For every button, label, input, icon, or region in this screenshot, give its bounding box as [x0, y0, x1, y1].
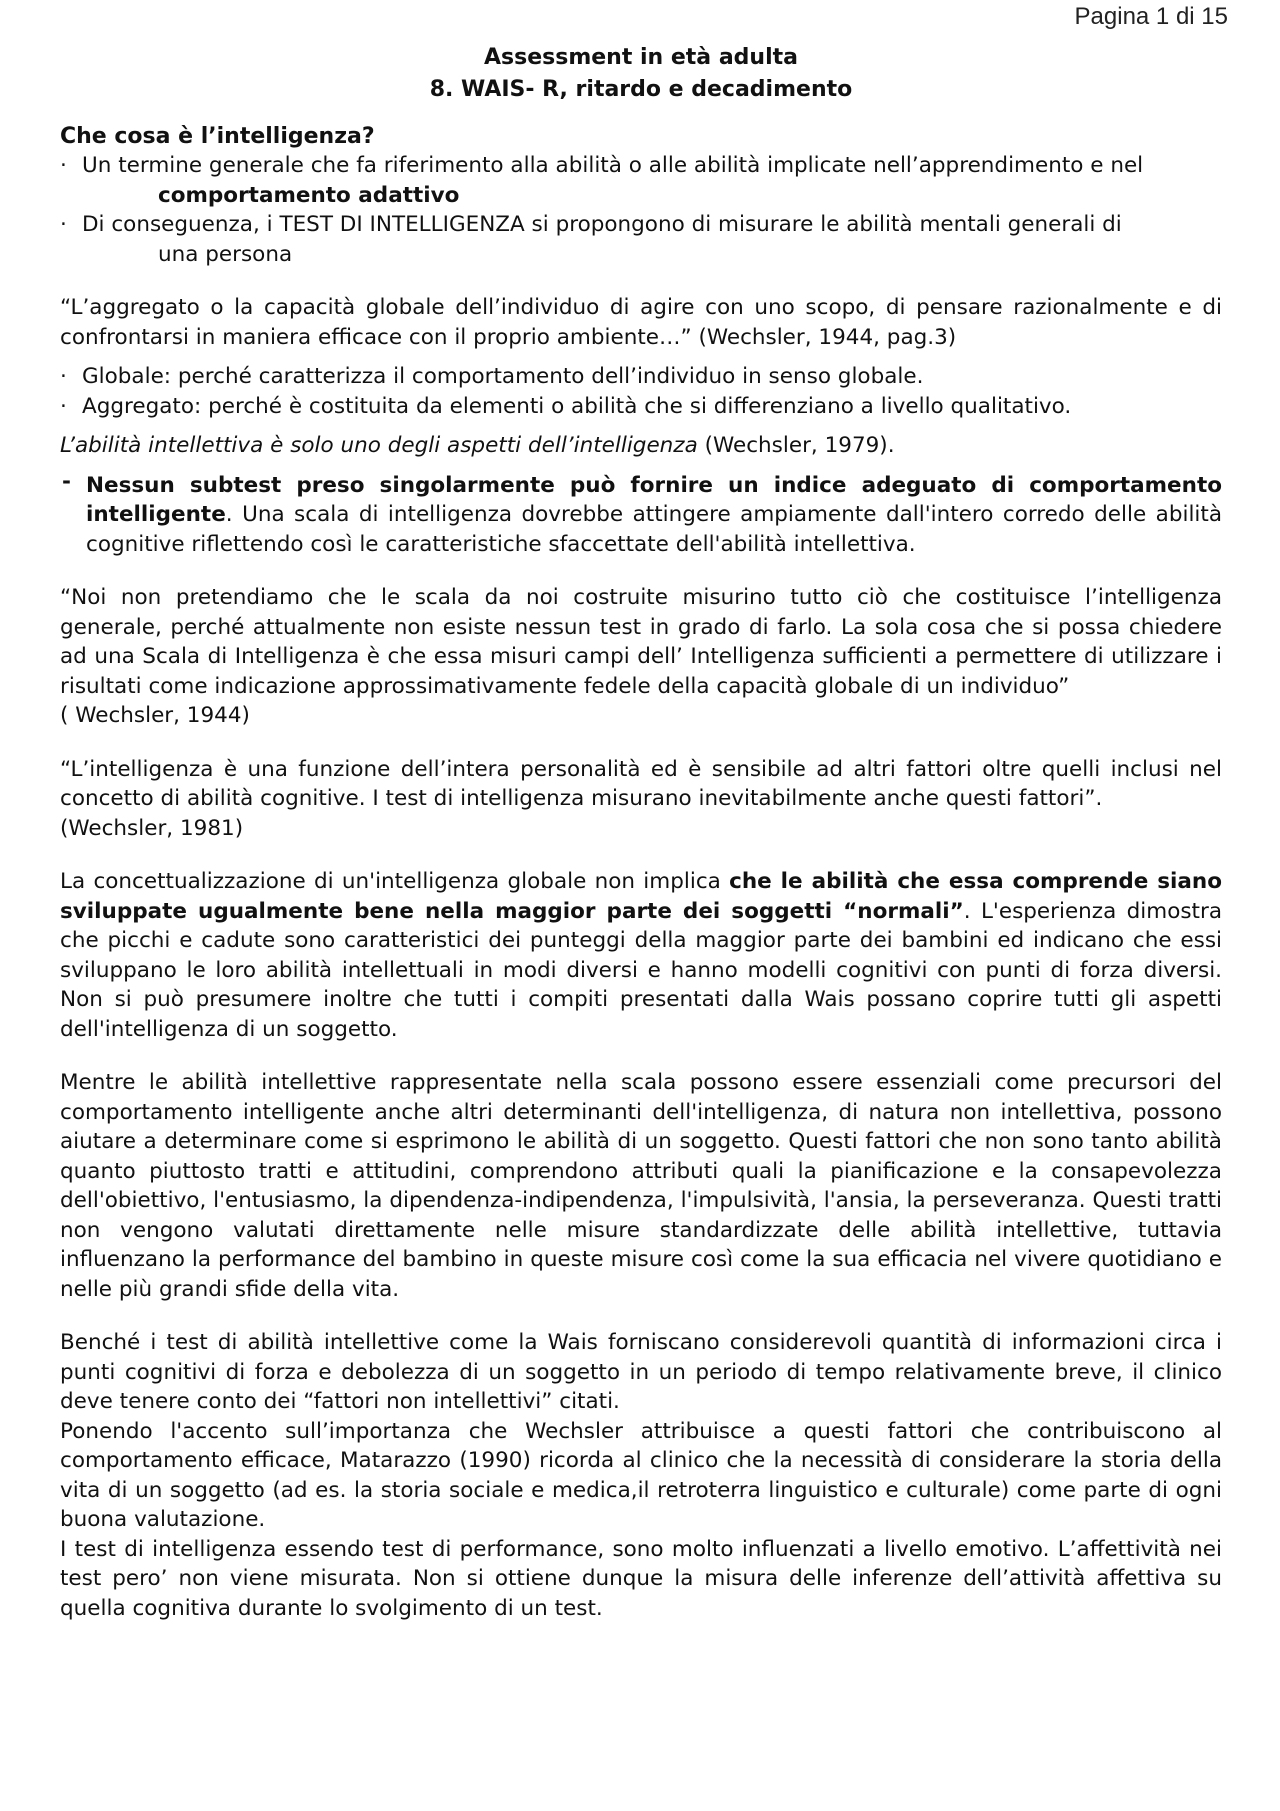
definition-text: Di conseguenza, i TEST DI INTELLIGENZA si propongono di misurare le abilità mentali generali di — [82, 212, 1122, 237]
wechsler-quote-1944: “L’aggregato o la capacità globale dell’individuo di agire con uno scopo, di pensare razionalmente e di confrontarsi in maniera efficace con il proprio ambiente…” (Wechsler, 1944, pag.3) — [60, 295, 1222, 350]
definition-continuation: una persona — [158, 241, 293, 267]
wechsler-quote-scale-ref: ( Wechsler, 1944) — [60, 703, 250, 728]
subtest-note-text: . Una scala di intelligenza dovrebbe attingere ampiamente dall'intero corredo delle abilità cognitive riflettendo così le caratteristiche sfaccettate dell'abilità intellettiva. — [86, 502, 1222, 557]
section-question: Che cosa è l’intelligenza? — [60, 124, 375, 149]
definition-text: Un termine generale che fa riferimento alla abilità o alle abilità implicate nell’apprendimento e nel — [82, 153, 1144, 178]
wais-clinician-paragraph: Benché i test di abilità intellettive come la Wais forniscano considerevoli quantità di informazioni circa i punti cognitivi di forza e debolezza di un soggetto in un periodo di tempo relativamente breve, il clinico deve tenere conto dei “fattori non intellettivi” citati. — [60, 1330, 1222, 1414]
dash-marker: - — [62, 468, 71, 494]
definition-list — [60, 151, 1222, 269]
title-line-2: 8. WAIS- R, ritardo e decadimento — [429, 77, 853, 102]
italic-statement — [60, 431, 1222, 461]
document-title — [60, 42, 1222, 106]
affectivity-paragraph: I test di intelligenza essendo test di performance, sono molto influenzati a livello emotivo. L’affettività nei test pero’ non viene misurata. Non si ottiene dunque la misura delle inferenze dell’attività affettiva su quella cognitiva durante lo svolgimento di un test. — [60, 1536, 1222, 1621]
paragraph-rest: . L'esperienza dimostra che picchi e cadute sono caratteristici dei punteggi della maggior parte dei bambini ed indicano che essi sviluppano le loro abilità intellettuali in modi diversi e hanno modelli cognitivi con punti di forza diversi. Non si può presumere inoltre che tutti i compiti presentati dalla Wais possano coprire tutti gli aspetti dell'intelligenza di un soggetto. — [60, 898, 1222, 1042]
page-number: Pagina 1 di 15 — [1074, 3, 1228, 30]
list-item: · Globale: perché caratterizza il comportamento dell’individuo in senso globale. — [60, 362, 1222, 392]
definition-item — [60, 210, 1222, 269]
global-intelligence-paragraph — [60, 867, 1222, 1044]
title-line-1: Assessment in età adulta — [484, 45, 798, 70]
italic-text: L’abilità intellettiva è solo uno degli aspetti dell’intelligenza — [60, 433, 698, 458]
paragraph-emphasis: che le abilità che essa comprende siano sviluppate ugualmente bene nella maggior parte dei soggetti “normali” — [60, 869, 1222, 924]
wechsler-quote-1981: “L’intelligenza è una funzione dell’intera personalità ed è sensibile ad altri fattori oltre quelli inclusi nel concetto di abilità cognitive. I test di intelligenza misurano inevitabilmente anche questi fattori”. — [60, 756, 1222, 811]
document-body — [60, 42, 1222, 1623]
subtest-note-bold: Nessun subtest preso singolarmente può fornire un indice adeguato di comportamento intelligente — [86, 472, 1222, 527]
italic-reference: (Wechsler, 1979). — [697, 433, 895, 458]
list-item: · Aggregato: perché è costituita da elementi o abilità che si differenziano a livello qualitativo. — [60, 392, 1222, 422]
paragraph-start: La concettualizzazione di un'intelligenza globale non implica — [60, 869, 730, 894]
non-intellective-factors-paragraph: Mentre le abilità intellettive rappresentate nella scala possono essere essenziali come precursori del comportamento intelligente anche altri determinanti dell'intelligenza, di natura non intellettiva, possono aiutare a determinare come si esprimono le abilità di un soggetto. Questi fattori che non sono tanto abilità quanto piuttosto tratti e attitudini, comprendono attributi quali la pianificazione e la consapevolezza dell'obiettivo, l'entusiasmo, la dipendenza-indipendenza, l'impulsività, l'ansia, la perseveranza. Questi tratti non vengono valutati direttamente nelle misure standardizzate delle abilità intellettive, tuttavia influenzano la performance del bambino in queste misure così come la sua efficacia nel vivere quotidiano e nelle più grandi sfide della vita. — [60, 1070, 1222, 1302]
wechsler-quote-scale: “Noi non pretendiamo che le scala da noi costruite misurino tutto ciò che costituisce l’intelligenza generale, perché attualmente non esiste nessun test in grado di farlo. La sola cosa che si possa chiedere ad una Scala di Intelligenza è che essa misuri campi dell’ Intelligenza sufficienti a permettere di utilizzare i risultati come indicazione approssimativamente fedele della capacità globale di un individuo” — [60, 585, 1222, 699]
definition-emphasis: comportamento adattivo — [158, 182, 460, 208]
subtest-note — [60, 468, 1222, 560]
matarazzo-paragraph: Ponendo l'accento sull’importanza che Wechsler attribuisce a questi fattori che contribuiscono al comportamento efficace, Matarazzo (1990) ricorda al clinico che la necessità di considerare la storia della vita di un soggetto (ad es. la storia sociale e medica,il retroterra linguistico e culturale) come parte di ogni buona valutazione. — [60, 1418, 1222, 1532]
wechsler-quote-1981-ref: (Wechsler, 1981) — [60, 815, 244, 841]
definition-item — [60, 151, 1222, 210]
global-aggregate-list — [60, 362, 1222, 421]
